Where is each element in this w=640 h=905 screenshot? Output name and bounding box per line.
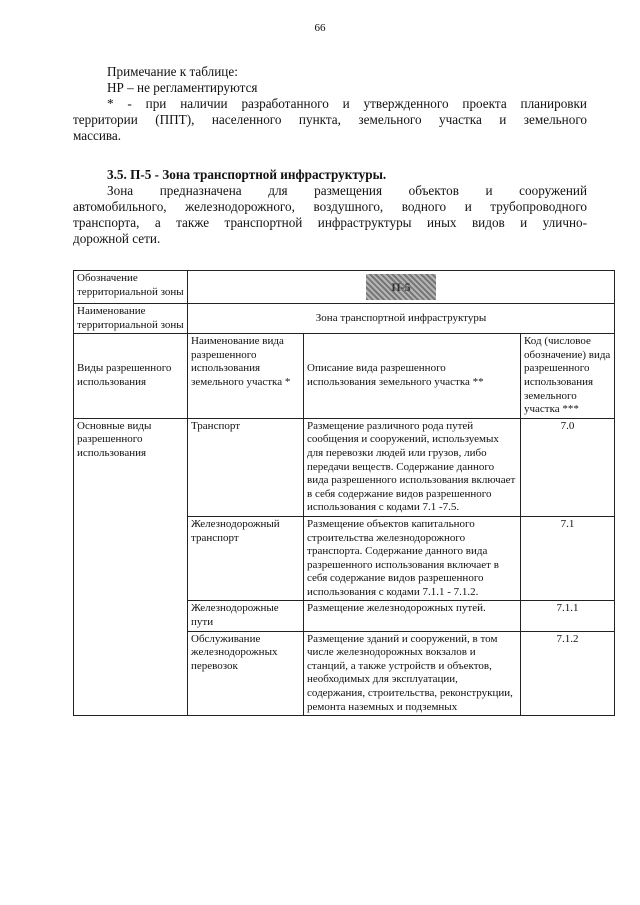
use-description: Размещение объектов капитального строительства железнодорожного транспорта. Содержание данного вида разрешенного использования включает в себя содержание видов разрешенного использования с кодами 7.1.1 - 7.1.2. (304, 516, 521, 601)
section-text-line: Зона предназначена для размещения объектов и сооружений (107, 183, 587, 198)
use-description: Размещение зданий и сооружений, в том числе железнодорожных вокзалов и станций, а также устройств и объектов, необходимых для эксплуатации, содержания, строительства, реконструкции, ремонта наземных и подземных (304, 631, 521, 716)
note-block (73, 64, 587, 144)
name-label: Наименование территориальной зоны (74, 304, 188, 334)
designation-label: Обозначение территориальной зоны (74, 271, 188, 304)
table-row (74, 418, 615, 516)
zone-table (73, 270, 615, 716)
page-number: 66 (314, 22, 326, 34)
use-name: Транспорт (188, 418, 304, 516)
use-code: 7.1.1 (521, 601, 615, 631)
use-name: Обслуживание железнодорожных перевозок (188, 631, 304, 716)
zone-code: П-5 (366, 274, 436, 300)
use-description: Размещение железнодорожных путей. (304, 601, 521, 631)
uses-label: Виды разрешенного использования (74, 334, 188, 419)
table-row (74, 304, 615, 334)
note-title: Примечание к таблице: (107, 64, 238, 79)
use-code: 7.1 (521, 516, 615, 601)
section-block (73, 167, 587, 247)
note-hp: НР – не регламентируются (107, 80, 258, 95)
column-header-code: Код (числовое обозначение) вида разрешенного использования земельного участка *** (521, 334, 615, 419)
table-row (74, 334, 615, 419)
use-description: Размещение различного рода путей сообщения и сооружений, используемых для перевозки людей или грузов, либо передачи веществ. Содержание данного вида разрешенного использования включает в себя содержание видов разрешенного использования с кодами 7.1 -7.5. (304, 418, 521, 516)
use-code: 7.0 (521, 418, 615, 516)
main-uses-label: Основные виды разрешенного использования (74, 418, 188, 715)
note-star-line: массива. (73, 128, 122, 143)
note-star-line: территории (ППТ), населенного пункта, земельного участка и земельного (73, 112, 587, 127)
section-text-line: дорожной сети. (73, 231, 161, 246)
use-code: 7.1.2 (521, 631, 615, 716)
section-text-line: автомобильного, железнодорожного, воздушного, водного и трубопроводного (73, 199, 587, 214)
section-heading: 3.5. П-5 - Зона транспортной инфраструктуры. (107, 167, 387, 182)
note-star-line: * - при наличии разработанного и утвержденного проекта планировки (107, 96, 587, 111)
column-header-description: Описание вида разрешенного использования земельного участка ** (304, 334, 521, 419)
zone-code-cell (188, 271, 615, 304)
column-header-name: Наименование вида разрешенного использования земельного участка * (188, 334, 304, 419)
section-text-line: транспорта, а также транспортной инфраструктуры иных видов и улично- (73, 215, 587, 230)
use-name: Железнодорожные пути (188, 601, 304, 631)
zone-name: Зона транспортной инфраструктуры (188, 304, 615, 334)
use-name: Железнодорожный транспорт (188, 516, 304, 601)
table-row (74, 271, 615, 304)
